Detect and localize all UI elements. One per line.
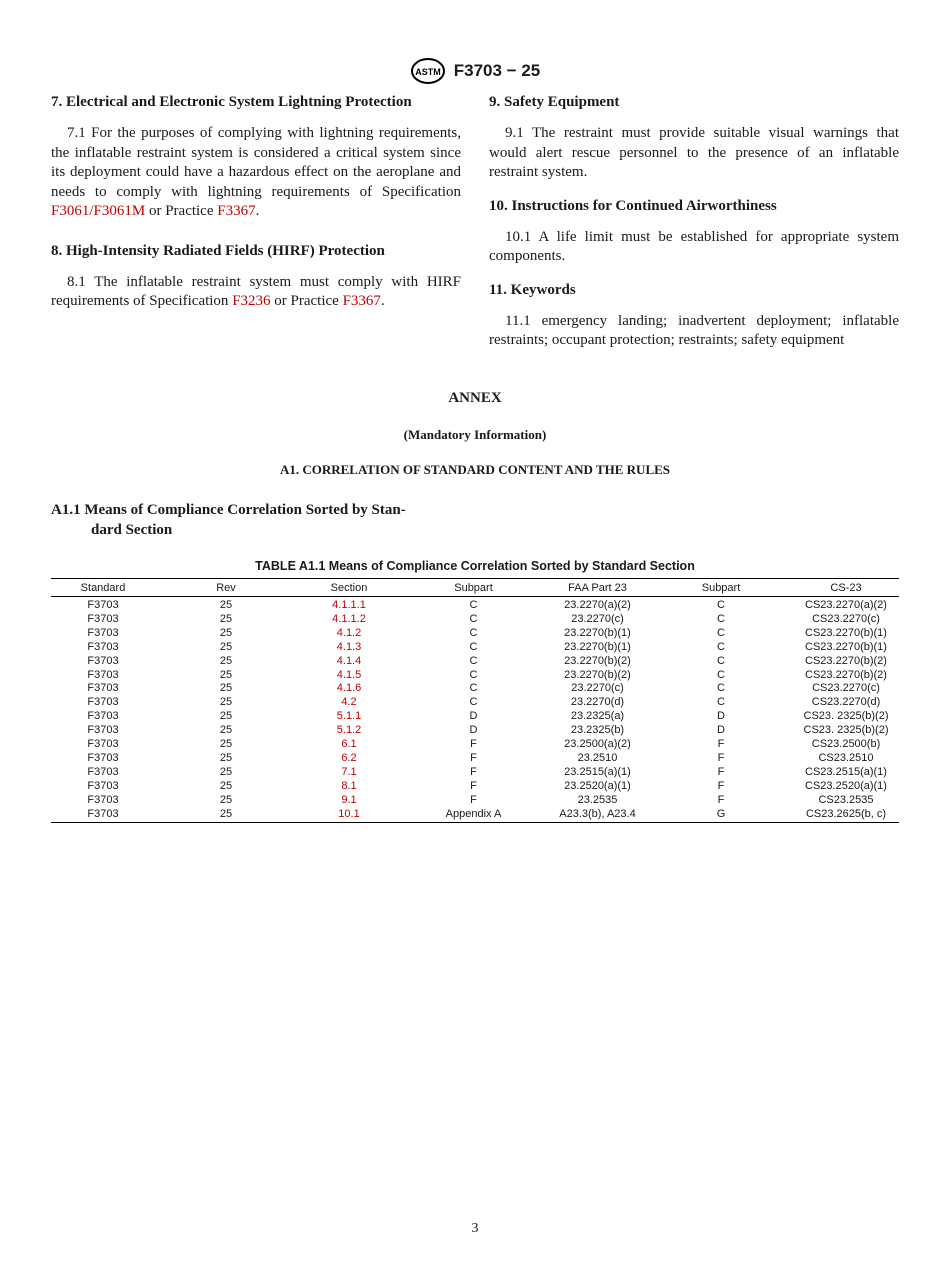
- table-cell: F3703: [87, 779, 119, 792]
- table-cell: 23.2515(a)(1): [564, 765, 631, 778]
- table-cell: F: [717, 793, 725, 806]
- table-cell: CS23.2270(b)(2): [805, 654, 887, 667]
- table-cell: 23.2270(b)(2): [564, 668, 631, 681]
- table-cell: 23.2535: [577, 793, 618, 806]
- section-link[interactable]: 5.1.1: [336, 710, 362, 723]
- table-cell: CS23.2625(b, c): [793, 808, 899, 822]
- table-row: [51, 696, 899, 710]
- table-cell: 25: [219, 668, 233, 681]
- table-cell: C: [717, 626, 725, 639]
- table-row: [51, 752, 899, 766]
- table-cell: F3703: [51, 808, 155, 822]
- table-cell: 23.2270(b)(1): [564, 626, 631, 639]
- table-cell: C: [469, 640, 478, 653]
- column-header: CS-23: [793, 579, 899, 597]
- section-link[interactable]: 4.1.5: [336, 668, 362, 681]
- table-cell: D: [717, 724, 725, 737]
- table-cell: F3703: [87, 612, 119, 625]
- section-8: [51, 242, 461, 312]
- table-cell: 23.2270(a)(2): [564, 599, 631, 611]
- annex-title: ANNEX: [448, 390, 502, 406]
- page-number: 3: [471, 1221, 479, 1236]
- column-header: Subpart: [401, 579, 546, 597]
- table-cell: F: [470, 765, 477, 778]
- table-cell: 25: [219, 710, 233, 723]
- table-row: [51, 627, 899, 641]
- section-link[interactable]: 6.2: [341, 751, 357, 764]
- table-cell: 25: [219, 682, 233, 695]
- ref-f3367[interactable]: F3367: [217, 203, 256, 219]
- section-11: [489, 281, 899, 351]
- table-cell: F3703: [87, 793, 119, 806]
- table-cell: 23.2270(c): [571, 682, 624, 695]
- page-header: [0, 57, 950, 85]
- table-row: [51, 780, 899, 794]
- table-cell: 23.2520(a)(1): [564, 779, 631, 792]
- table-cell: C: [717, 654, 725, 667]
- table-cell: 23.2325(a): [570, 710, 625, 723]
- table-cell: C: [469, 599, 478, 611]
- svg-text:ASTM: ASTM: [415, 67, 441, 77]
- table-cell: 23.2270(b)(1): [564, 640, 631, 653]
- column-header: FAA Part 23: [546, 579, 649, 597]
- section-10-1-paragraph: 10.1 A life limit must be established for appropriate system components.: [489, 228, 899, 264]
- section-link[interactable]: 4.1.6: [336, 682, 362, 695]
- table-cell: 25: [219, 738, 233, 751]
- table-cell: C: [717, 599, 725, 611]
- left-column: [51, 93, 461, 326]
- ref-f3061[interactable]: F3061/F3061M: [51, 203, 146, 219]
- table-cell: F: [717, 765, 725, 778]
- section-link[interactable]: 10.1: [297, 808, 401, 822]
- section-link[interactable]: 4.2: [341, 696, 357, 709]
- table-cell: F3703: [87, 640, 119, 653]
- table-cell: 25: [219, 640, 233, 653]
- table-row: [51, 669, 899, 683]
- table-row: [51, 724, 899, 738]
- section-link[interactable]: 5.1.2: [336, 724, 362, 737]
- section-link[interactable]: 9.1: [341, 793, 357, 806]
- section-link[interactable]: 4.1.4: [336, 654, 362, 667]
- table-cell: F3703: [87, 710, 119, 723]
- section-link[interactable]: 4.1.2: [336, 626, 362, 639]
- table-cell: F: [717, 779, 725, 792]
- table-cell: F3703: [87, 751, 119, 764]
- section-9: [489, 93, 899, 183]
- table-cell: 25: [219, 626, 233, 639]
- table-body: [51, 597, 899, 823]
- table-cell: 23.2270(d): [570, 696, 625, 709]
- table-cell: F3703: [87, 668, 119, 681]
- table-cell: 23.2270(c): [571, 612, 624, 625]
- document-id: F3703 − 25: [453, 61, 541, 80]
- table-cell: 25: [155, 808, 297, 822]
- table-caption: TABLE A1.1 Means of Compliance Correlation Sorted by Standard Section: [255, 559, 695, 573]
- correlation-table: [51, 578, 899, 823]
- section-8-1-paragraph: 8.1 The inflatable restraint system must comply with HIRF requirements of Specification F3236 or Practice F3367.: [51, 273, 461, 309]
- table-cell: F3703: [87, 696, 119, 709]
- table-cell: F: [470, 738, 477, 751]
- table-cell: C: [717, 668, 725, 681]
- table-cell: 25: [219, 779, 233, 792]
- astm-logo-icon: [410, 57, 446, 85]
- section-link[interactable]: 8.1: [341, 779, 357, 792]
- table-cell: 25: [219, 751, 233, 764]
- table-cell: F: [470, 751, 477, 764]
- table-row: [51, 613, 899, 627]
- table-cell: CS23.2270(c): [812, 612, 880, 625]
- annex-section-title: A1. CORRELATION OF STANDARD CONTENT AND THE RULES: [279, 462, 671, 477]
- table-cell: 25: [219, 612, 233, 625]
- column-header: Rev: [155, 579, 297, 597]
- section-10: [489, 197, 899, 267]
- table-cell: C: [717, 640, 725, 653]
- table-cell: CS23. 2325(b)(2): [803, 710, 889, 723]
- table-row: [51, 794, 899, 808]
- column-header: Section: [297, 579, 401, 597]
- table-cell: C: [469, 626, 478, 639]
- table-cell: C: [469, 696, 478, 709]
- table-cell: Appendix A: [401, 808, 546, 822]
- table-header: [51, 579, 899, 597]
- table-cell: CS23.2270(b)(1): [805, 640, 887, 653]
- section-7-heading: 7. Electrical and Electronic System Lightning Protection: [51, 94, 412, 110]
- table-cell: CS23.2515(a)(1): [805, 765, 887, 778]
- ref-f3367[interactable]: F3367: [342, 293, 381, 309]
- table-cell: 25: [219, 765, 233, 778]
- table-cell: F3703: [87, 599, 119, 611]
- table-row: [51, 655, 899, 669]
- table-cell: 23.2270(b)(2): [564, 654, 631, 667]
- section-7: [51, 93, 461, 222]
- section-link[interactable]: 6.1: [341, 738, 357, 751]
- table-cell: A23.3(b), A23.4: [546, 808, 649, 822]
- table-cell: F3703: [87, 724, 119, 737]
- table-row: [51, 738, 899, 752]
- table-cell: CS23.2535: [818, 793, 874, 806]
- section-link[interactable]: 4.1.1.2: [332, 612, 366, 625]
- section-link[interactable]: 4.1.1.1: [332, 599, 366, 611]
- table-cell: F3703: [87, 682, 119, 695]
- section-10-heading: 10. Instructions for Continued Airworthiness: [489, 197, 777, 214]
- section-11-1-paragraph: 11.1 emergency landing; inadvertent deployment; inflatable restraints; occupant protection; restraints; safety equipment: [489, 312, 899, 348]
- table-cell: F3703: [87, 738, 119, 751]
- table-cell: 25: [219, 724, 233, 737]
- table-cell: D: [469, 724, 478, 737]
- section-7-1-paragraph: 7.1 For the purposes of complying with lightning requirements, the inflatable restraint system is considered a critical system since its deployment could have a hazardous effect on the aeroplane and needs to comply with lightning requirements of Specification F3061/F3061M or Practice F3367.: [51, 125, 461, 219]
- table-cell: F: [470, 779, 477, 792]
- table-cell: C: [469, 682, 478, 695]
- annex-subtitle: (Mandatory Information): [403, 427, 547, 442]
- table-cell: F3703: [87, 626, 119, 639]
- table-cell: C: [469, 668, 478, 681]
- table-row: [51, 808, 899, 822]
- table-row: [51, 682, 899, 696]
- section-link[interactable]: 7.1: [341, 765, 357, 778]
- table-cell: C: [717, 696, 725, 709]
- section-9-heading: 9. Safety Equipment: [489, 94, 620, 110]
- table-cell: CS23.2270(b)(1): [805, 626, 887, 639]
- table-cell: CS23. 2325(b)(2): [803, 724, 889, 737]
- table-cell: CS23.2270(d): [811, 696, 881, 709]
- table-cell: CS23.2500(b): [811, 738, 881, 751]
- table-cell: 25: [219, 696, 233, 709]
- table-cell: C: [717, 612, 725, 625]
- section-9-1-paragraph: 9.1 The restraint must provide suitable visual warnings that would alert rescue personnel to the presence of an inflatable restraint system.: [489, 125, 899, 180]
- table-cell: F3703: [87, 654, 119, 667]
- table-cell: 23.2510: [577, 751, 618, 764]
- right-column: [489, 93, 899, 365]
- table-cell: F: [717, 751, 725, 764]
- ref-f3236[interactable]: F3236: [232, 293, 271, 309]
- table-cell: C: [469, 654, 478, 667]
- table-cell: C: [469, 612, 478, 625]
- table-cell: D: [469, 710, 478, 723]
- column-header: Standard: [51, 579, 155, 597]
- table-row: [51, 597, 899, 613]
- column-header: Subpart: [649, 579, 793, 597]
- section-8-heading: 8. High-Intensity Radiated Fields (HIRF) Protection: [51, 242, 385, 259]
- table-cell: F: [717, 738, 725, 751]
- table-cell: C: [717, 682, 725, 695]
- a1-1-heading: A1.1 Means of Compliance Correlation Sorted by Stan- dard Section: [51, 502, 406, 538]
- table-cell: 25: [219, 654, 233, 667]
- table-row: [51, 710, 899, 724]
- table-cell: CS23.2270(c): [812, 682, 880, 695]
- table-row: [51, 641, 899, 655]
- table-cell: CS23.2520(a)(1): [805, 779, 887, 792]
- table-cell: F: [470, 793, 477, 806]
- table-cell: 23.2500(a)(2): [564, 738, 631, 751]
- table-cell: 25: [219, 599, 233, 611]
- table-cell: F3703: [87, 765, 119, 778]
- table-row: [51, 766, 899, 780]
- section-link[interactable]: 4.1.3: [336, 640, 362, 653]
- table-cell: G: [649, 808, 793, 822]
- section-11-heading: 11. Keywords: [489, 281, 576, 298]
- table-cell: CS23.2270(a)(2): [805, 599, 887, 611]
- table-cell: 25: [219, 793, 233, 806]
- table-cell: D: [717, 710, 725, 723]
- table-cell: CS23.2510: [818, 751, 874, 764]
- table-cell: CS23.2270(b)(2): [805, 668, 887, 681]
- table-cell: 23.2325(b): [570, 724, 625, 737]
